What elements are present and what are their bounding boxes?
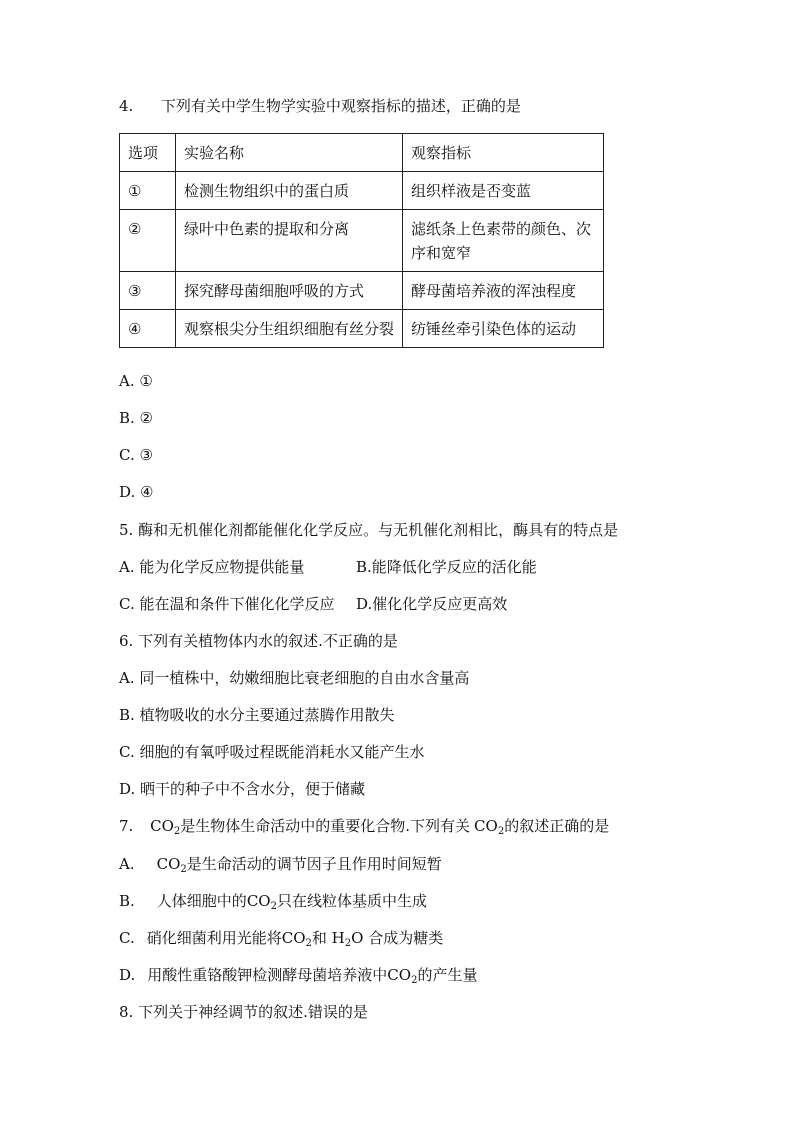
- option-a: A. $CO_2$是生命活动的调节因子且作用时间短暂: [119, 855, 442, 875]
- option-d: D. 晒干的种子中不含水分，便于储藏: [119, 780, 366, 798]
- option-a: A. ①: [119, 372, 153, 390]
- question-5-options-cd: [119, 594, 507, 614]
- option-c: C. 硝化细菌利用光能将$CO_2$和 $H_2O$ 合成为糖类: [119, 929, 444, 949]
- table-cell: 滤纸条上色素带的颜色、次序和宽窄: [403, 210, 604, 272]
- question-5-stem: 5. 酶和无机催化剂都能催化化学反应。与无机催化剂相比，酶具有的特点是: [119, 521, 619, 539]
- question-4-stem: [119, 96, 521, 116]
- option-d: D. ④: [119, 483, 154, 501]
- option-a: A. 能为化学反应物提供能量: [119, 558, 305, 576]
- table-cell: 绿叶中色素的提取和分离: [176, 210, 403, 272]
- table-row: [120, 210, 604, 272]
- table-row: [120, 310, 604, 348]
- question-number: 7.: [119, 817, 134, 835]
- question-number: 4.: [119, 97, 134, 115]
- table-cell: ④: [120, 310, 176, 348]
- table-cell: 纺锤丝牵引染色体的运动: [403, 310, 604, 348]
- option-c: C. 细胞的有氧呼吸过程既能消耗水又能产生水: [119, 743, 425, 761]
- table-cell: 观察根尖分生组织细胞有丝分裂: [176, 310, 403, 348]
- table-cell: ①: [120, 172, 176, 210]
- table-row: [120, 272, 604, 310]
- option-b: B. 人体细胞中的$CO_2$只在线粒体基质中生成: [119, 892, 427, 912]
- question-5-options-ab: [119, 557, 537, 577]
- option-b: B.能降低化学反应的活化能: [355, 558, 537, 576]
- table-cell: 探究酵母菌细胞呼吸的方式: [176, 272, 403, 310]
- option-b: B. ②: [119, 409, 154, 427]
- table-cell: 组织样液是否变蓝: [403, 172, 604, 210]
- table-cell: ②: [120, 210, 176, 272]
- option-b: B. 植物吸收的水分主要通过蒸腾作用散失: [119, 706, 395, 724]
- table-header-row: [120, 134, 604, 172]
- table-row: [120, 172, 604, 210]
- option-d: D. 用酸性重铬酸钾检测酵母菌培养液中$CO_2$的产生量: [119, 966, 478, 986]
- table-cell: 检测生物组织中的蛋白质: [176, 172, 403, 210]
- option-c: C. 能在温和条件下催化化学反应: [119, 595, 335, 613]
- option-c: C. ③: [119, 446, 153, 464]
- header-cell: 观察指标: [403, 134, 604, 172]
- header-cell: 实验名称: [176, 134, 403, 172]
- observation-table: [119, 133, 604, 348]
- question-6-stem: 6. 下列有关植物体内水的叙述.不正确的是: [119, 632, 398, 650]
- option-a: A. 同一植株中，幼嫩细胞比衰老细胞的自由水含量高: [119, 669, 470, 687]
- table-cell: ③: [120, 272, 176, 310]
- question-7-stem: 7. $CO_2$是生物体生命活动中的重要化合物.下列有关 $CO_2$的叙述正确的是: [119, 817, 610, 837]
- question-8-stem: 8. 下列关于神经调节的叙述.错误的是: [119, 1003, 368, 1021]
- table-cell: 酵母菌培养液的浑浊程度: [403, 272, 604, 310]
- option-d: D.催化化学反应更高效: [356, 595, 508, 613]
- header-cell: 选项: [120, 134, 176, 172]
- question-text: 下列有关中学生物学实验中观察指标的描述，正确的是: [160, 97, 521, 115]
